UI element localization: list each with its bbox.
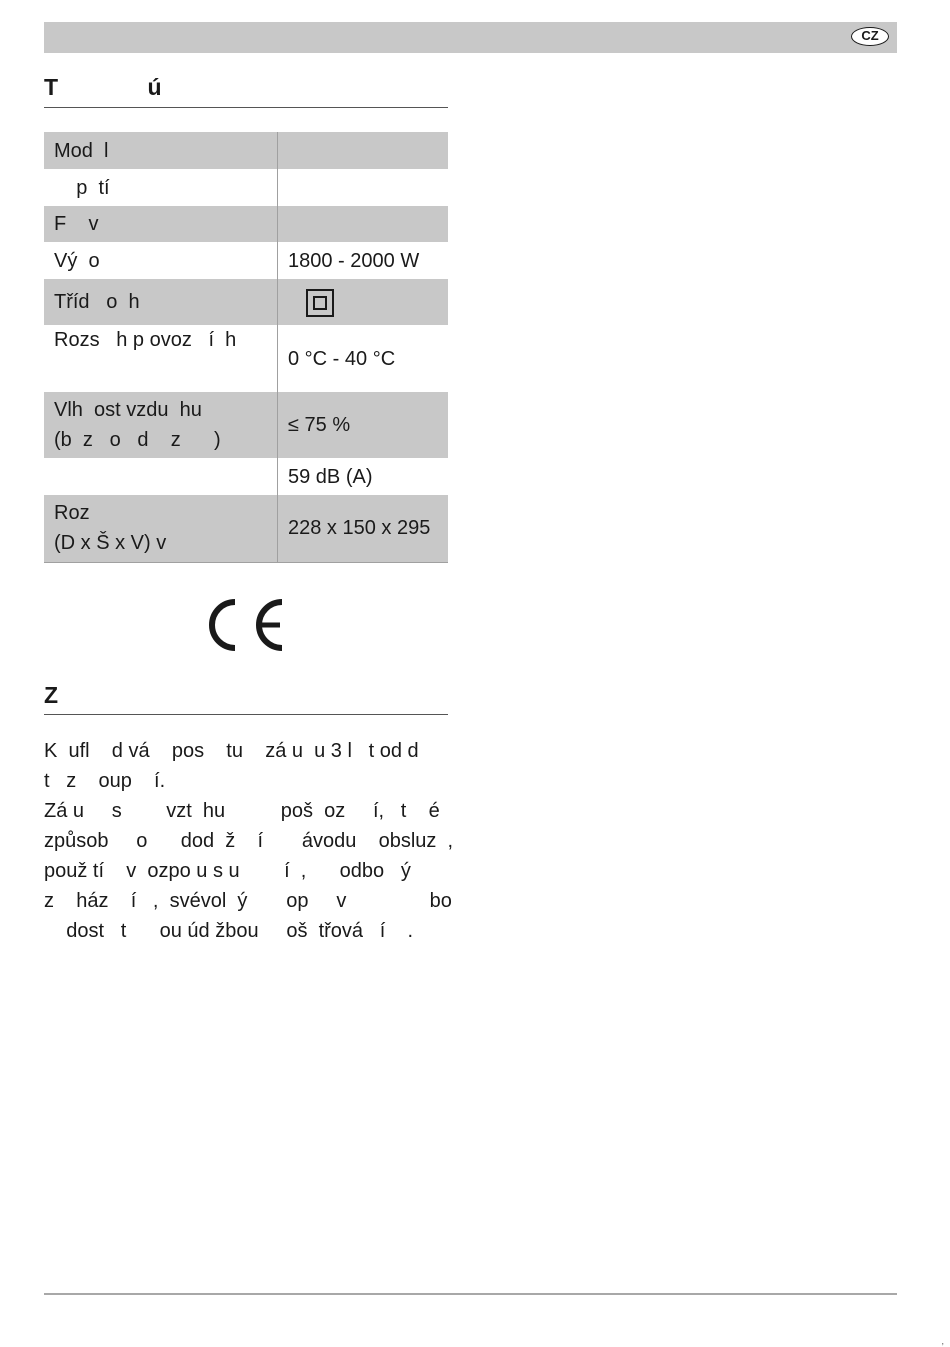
spec-row: [44, 495, 448, 562]
spec-label: Mod l: [44, 132, 278, 169]
spec-value: 59 dB (A): [288, 465, 373, 488]
spec-row: [44, 458, 448, 495]
spec-row: [44, 392, 448, 458]
spec-row: [44, 206, 448, 242]
page-corner-mark: ,: [941, 1336, 944, 1346]
warranty-text-line: t z oup í.: [44, 770, 166, 792]
warranty-text-line: z ház í , svévol ý op v bo: [44, 890, 452, 912]
spec-label: p tí: [44, 169, 278, 206]
warranty-text-line: Zá u s vzt hu poš oz í, t é: [44, 800, 440, 822]
protection-class-ii-icon: [306, 289, 334, 317]
spec-value: [278, 169, 449, 206]
warranty-text-line: použ tí v ozpo u s u í , odbo ý: [44, 860, 411, 882]
spec-label: Tříd o h: [44, 279, 278, 325]
language-badge: CZ: [851, 27, 889, 46]
ce-mark-icon: [208, 598, 286, 652]
warranty-text-line: K ufl d vá pos tu zá u u 3 l t od d: [44, 740, 419, 762]
spec-table: [44, 132, 448, 563]
spec-label: F v: [44, 206, 278, 242]
spec-value: ≤ 75 %: [278, 392, 449, 458]
spec-value: [278, 279, 449, 325]
warranty-heading: Z: [44, 682, 448, 715]
spec-value: [278, 206, 449, 242]
header-bar: [44, 22, 897, 53]
spec-value: 0 °C - 40 °C: [288, 347, 396, 370]
spec-value: [278, 132, 449, 169]
spec-row: [44, 132, 448, 169]
warranty-text-line: způsob o dod ž í ávodu obsluz ,: [44, 830, 454, 852]
spec-value: 1800 - 2000 W: [288, 249, 420, 272]
footer-rule: [44, 1293, 897, 1295]
warranty-text: [44, 736, 454, 946]
spec-label: Vlh ost vzdu hu (b z o d z ): [44, 392, 278, 458]
spec-row: [44, 169, 448, 206]
spec-value: 228 x 150 x 295: [278, 495, 449, 562]
spec-row: [44, 279, 448, 325]
spec-label: Roz (D x Š x V) v: [44, 495, 278, 562]
tech-data-heading: T ú: [44, 74, 448, 108]
spec-label: Rozs h p ovoz í h: [44, 325, 278, 392]
spec-row: [44, 242, 448, 279]
warranty-text-line: dost t ou úd žbou oš třová í .: [44, 920, 414, 942]
spec-label: Vý o: [44, 242, 278, 279]
spec-label: [44, 458, 278, 495]
spec-row: [44, 325, 448, 392]
